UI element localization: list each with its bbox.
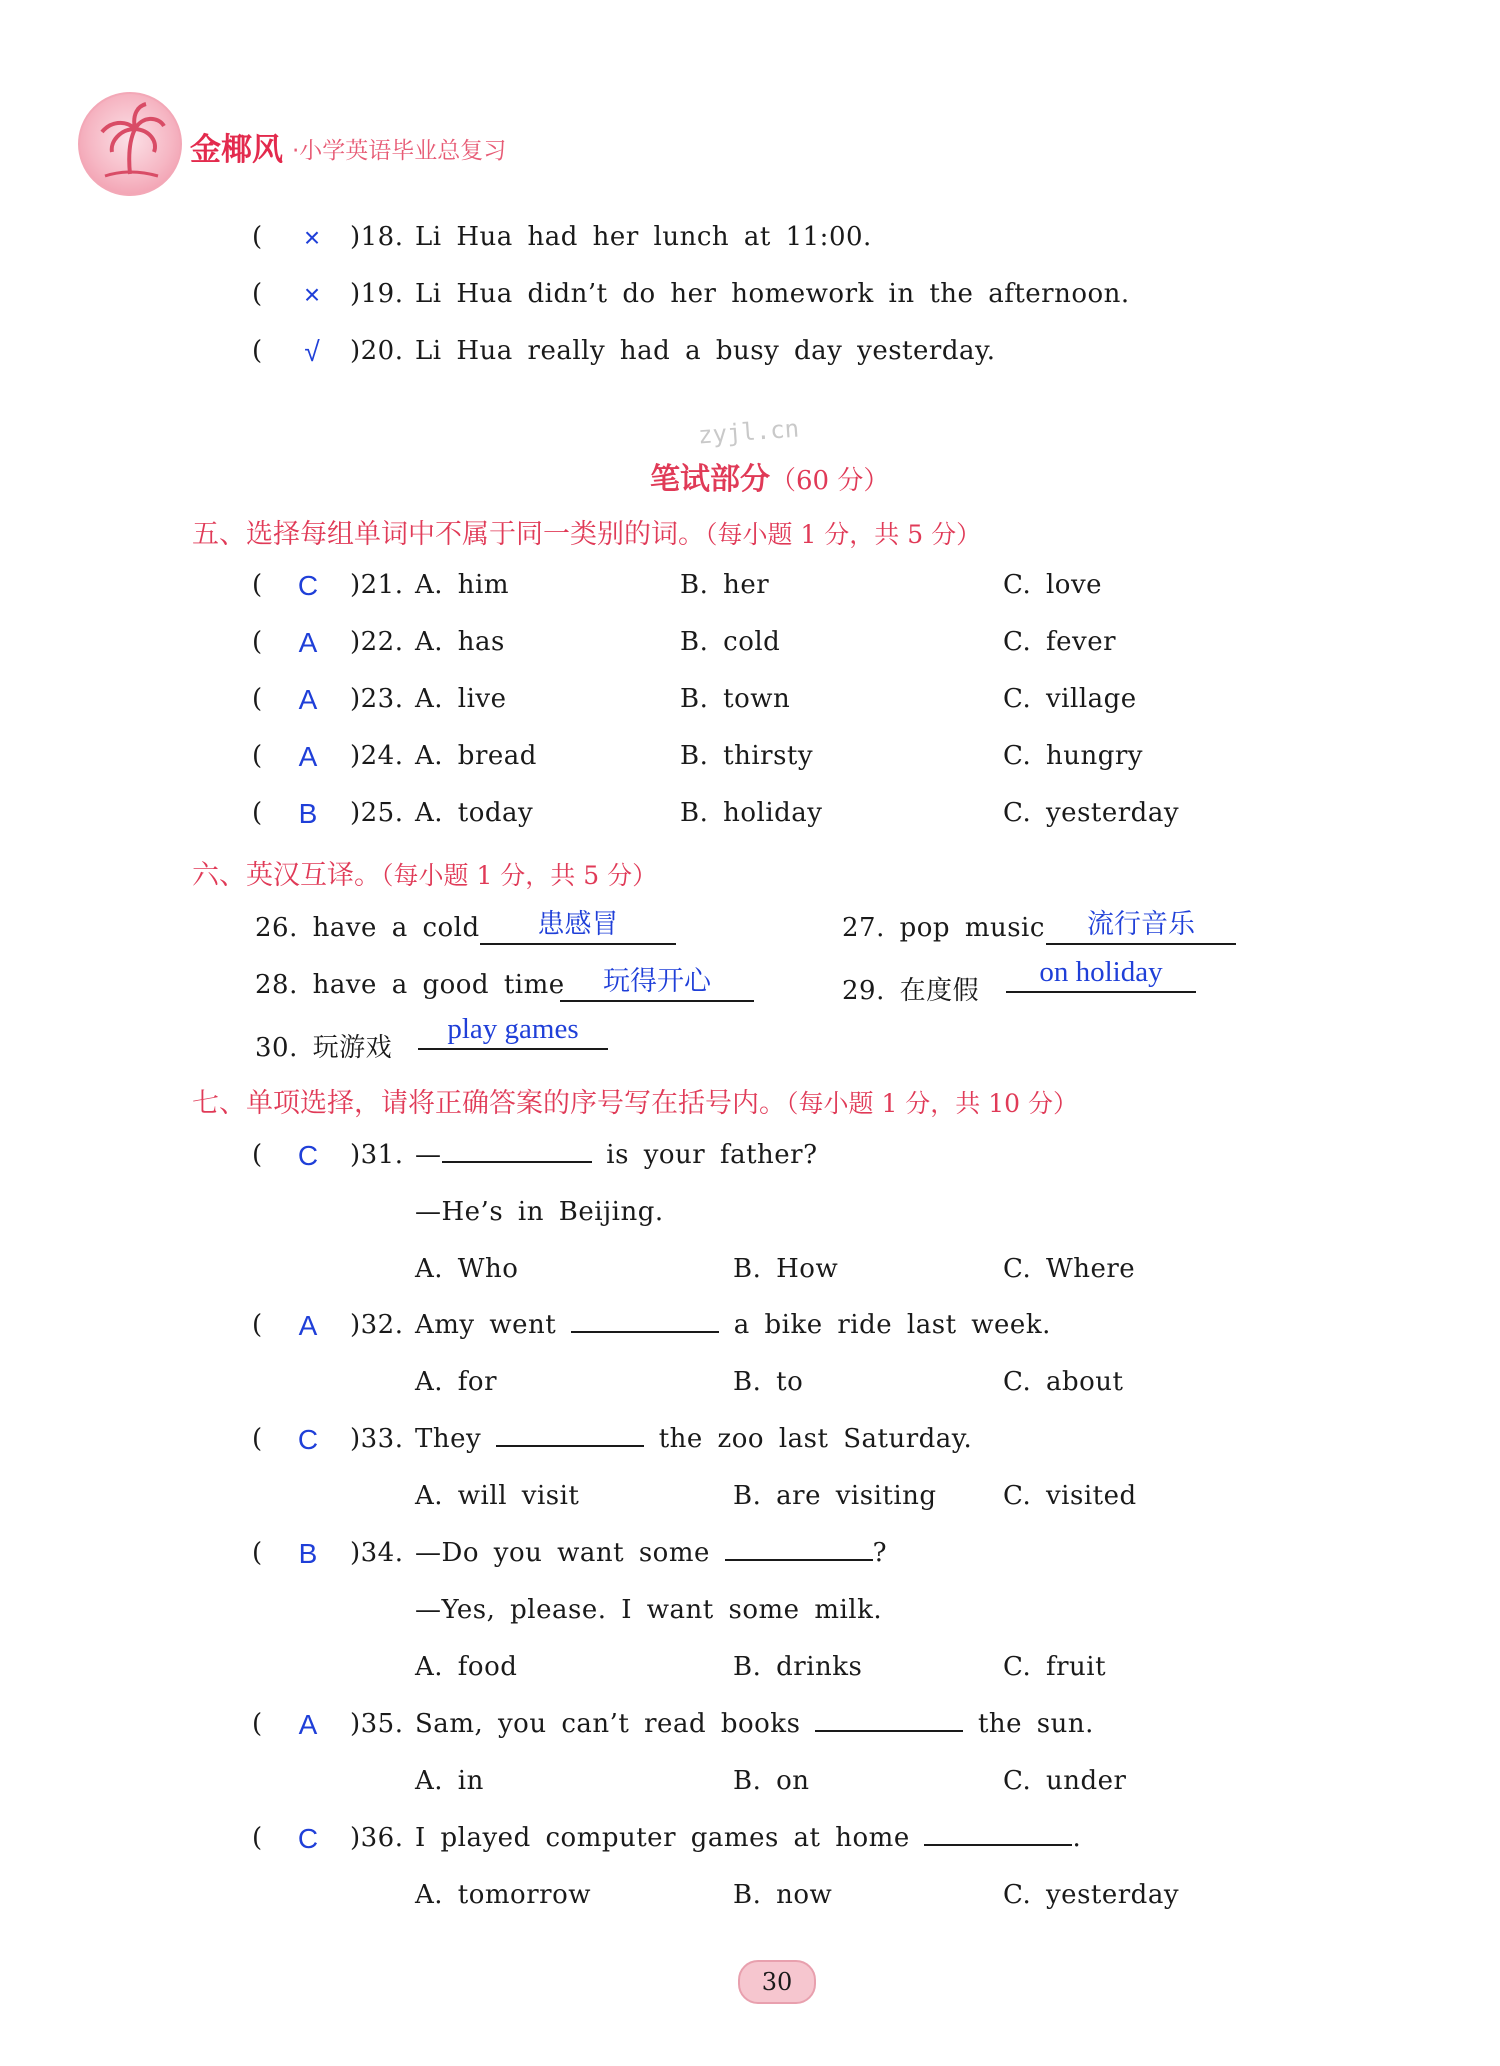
question-stem — [415, 1310, 1051, 1340]
question-stem — [415, 1538, 887, 1568]
option-a: A. tomorrow — [415, 1880, 591, 1910]
option-a: A. bread — [415, 741, 537, 771]
option-b: B. cold — [680, 627, 781, 657]
answer-blank — [815, 1729, 963, 1732]
left-paren: ( — [252, 1709, 263, 1739]
question-number: )19. — [350, 279, 404, 309]
section-points: （每小题 1 分，共 10 分） — [786, 1089, 1079, 1118]
answer-letter: C — [297, 1823, 319, 1854]
question-reply: —Yes, please. I want some milk. — [415, 1595, 883, 1625]
stem-before-blank: —Do you want some — [415, 1538, 710, 1568]
option-c: C. under — [1003, 1766, 1127, 1796]
option-b: B. to — [733, 1367, 804, 1397]
stem-after-blank: . — [1072, 1823, 1082, 1853]
left-paren: ( — [252, 336, 263, 366]
option-c: C. village — [1003, 684, 1137, 714]
question-number: )32. — [350, 1310, 404, 1340]
section-title: 六、英汉互译。 — [192, 860, 381, 891]
section-5-heading — [192, 512, 981, 551]
stem-after-blank: is your father? — [606, 1140, 818, 1170]
option-b: B. How — [733, 1254, 839, 1284]
answer-blank — [496, 1444, 644, 1447]
question-text: Li Hua really had a busy day yesterday. — [415, 336, 996, 366]
translation-prompt: 26. have a cold — [255, 913, 480, 943]
answer-blank — [924, 1843, 1072, 1846]
translation-prompt: 29. 在度假 — [842, 976, 980, 1006]
stem-after-blank: ? — [872, 1538, 888, 1568]
option-c: C. fever — [1003, 627, 1117, 657]
left-paren: ( — [252, 1538, 263, 1568]
question-number: )23. — [350, 684, 404, 714]
answer-letter: A — [298, 627, 318, 658]
option-c: C. Where — [1003, 1254, 1136, 1284]
written-part-points: （60 分） — [770, 466, 890, 496]
answer-mark: √ — [304, 336, 320, 367]
left-paren: ( — [252, 279, 263, 309]
option-a: A. for — [415, 1367, 498, 1397]
option-b: B. thirsty — [680, 741, 814, 771]
translation-prompt: 27. pop music — [842, 913, 1045, 943]
page-number: 30 — [738, 1960, 816, 2004]
translation-answer: on holiday — [1006, 956, 1196, 993]
answer-blank — [571, 1330, 719, 1333]
section-6-heading — [192, 853, 657, 892]
left-paren: ( — [252, 627, 263, 657]
option-a: A. live — [415, 684, 507, 714]
option-b: B. are visiting — [733, 1481, 937, 1511]
option-a: A. has — [415, 627, 505, 657]
answer-letter: C — [297, 1140, 319, 1171]
option-c: C. yesterday — [1003, 1880, 1180, 1910]
stem-after-blank: the zoo last Saturday. — [658, 1424, 973, 1454]
book-subtitle: ·小学英语毕业总复习 — [292, 138, 507, 164]
question-text: Li Hua had her lunch at 11:00. — [415, 222, 872, 252]
left-paren: ( — [252, 798, 263, 828]
question-number: )31. — [350, 1140, 404, 1170]
left-paren: ( — [252, 1823, 263, 1853]
question-number: )20. — [350, 336, 404, 366]
stem-after-blank: the sun. — [977, 1709, 1094, 1739]
stem-before-blank: I played computer games at home — [415, 1823, 910, 1853]
option-c: C. visited — [1003, 1481, 1137, 1511]
question-number: )22. — [350, 627, 404, 657]
option-b: B. holiday — [680, 798, 823, 828]
answer-letter: A — [298, 684, 318, 715]
answer-letter: A — [298, 1310, 318, 1341]
stem-before-blank: Sam, you can’t read books — [415, 1709, 801, 1739]
question-number: )34. — [350, 1538, 404, 1568]
option-c: C. about — [1003, 1367, 1124, 1397]
stem-before-blank: — — [415, 1140, 442, 1170]
option-b: B. now — [733, 1880, 833, 1910]
answer-letter: C — [297, 570, 319, 601]
question-text: Li Hua didn’t do her homework in the afternoon. — [415, 279, 1130, 309]
translation-answer: 患感冒 — [480, 902, 676, 945]
option-a: A. Who — [415, 1254, 519, 1284]
section-7-heading — [192, 1081, 1078, 1120]
answer-letter: B — [298, 798, 318, 829]
left-paren: ( — [252, 741, 263, 771]
question-number: )24. — [350, 741, 404, 771]
option-a: A. today — [415, 798, 534, 828]
section-points: （每小题 1 分，共 5 分） — [381, 861, 658, 890]
stem-after-blank: a bike ride last week. — [733, 1310, 1051, 1340]
answer-letter: A — [298, 741, 318, 772]
answer-blank — [442, 1160, 592, 1163]
translation-answer: 流行音乐 — [1046, 902, 1236, 945]
left-paren: ( — [252, 1424, 263, 1454]
written-part-title: 笔试部分 — [650, 462, 770, 497]
answer-letter: B — [298, 1538, 318, 1569]
translation-prompt: 28. have a good time — [255, 970, 565, 1000]
stem-before-blank: Amy went — [415, 1310, 557, 1340]
option-a: A. him — [415, 570, 510, 600]
question-reply: —He’s in Beijing. — [415, 1197, 664, 1227]
question-number: )18. — [350, 222, 404, 252]
question-number: )33. — [350, 1424, 404, 1454]
question-stem — [415, 1823, 1081, 1853]
answer-letter: C — [297, 1424, 319, 1455]
written-part-heading — [650, 454, 889, 498]
option-c: C. yesterday — [1003, 798, 1180, 828]
brand-name: 金椰风 — [190, 132, 283, 168]
option-b: B. town — [680, 684, 791, 714]
option-a: A. food — [415, 1652, 518, 1682]
left-paren: ( — [252, 1310, 263, 1340]
left-paren: ( — [252, 1140, 263, 1170]
option-b: B. her — [680, 570, 770, 600]
option-c: C. hungry — [1003, 741, 1143, 771]
option-a: A. in — [415, 1766, 484, 1796]
question-number: )25. — [350, 798, 404, 828]
option-b: B. on — [733, 1766, 810, 1796]
question-stem — [415, 1424, 972, 1454]
answer-mark: × — [303, 222, 321, 253]
publisher-logo — [78, 92, 182, 196]
left-paren: ( — [252, 570, 263, 600]
translation-answer: 玩得开心 — [560, 959, 754, 1002]
answer-blank — [725, 1558, 873, 1561]
left-paren: ( — [252, 222, 263, 252]
answer-mark: × — [303, 279, 321, 310]
answer-letter: A — [298, 1709, 318, 1740]
left-paren: ( — [252, 684, 263, 714]
section-points: （每小题 1 分，共 5 分） — [705, 520, 982, 549]
option-c: C. fruit — [1003, 1652, 1107, 1682]
stem-before-blank: They — [415, 1424, 482, 1454]
translation-answer: play games — [418, 1013, 608, 1050]
question-stem — [415, 1709, 1094, 1739]
translation-prompt: 30. 玩游戏 — [255, 1033, 393, 1063]
section-title: 七、单项选择，请将正确答案的序号写在括号内。 — [192, 1088, 786, 1119]
question-number: )35. — [350, 1709, 404, 1739]
section-title: 五、选择每组单词中不属于同一类别的词。 — [192, 519, 705, 550]
question-number: )21. — [350, 570, 404, 600]
option-c: C. love — [1003, 570, 1103, 600]
option-a: A. will visit — [415, 1481, 580, 1511]
watermark: zyjl.cn — [697, 414, 801, 450]
question-number: )36. — [350, 1823, 404, 1853]
option-b: B. drinks — [733, 1652, 863, 1682]
question-stem — [415, 1140, 818, 1170]
palm-tree-icon — [80, 94, 180, 194]
